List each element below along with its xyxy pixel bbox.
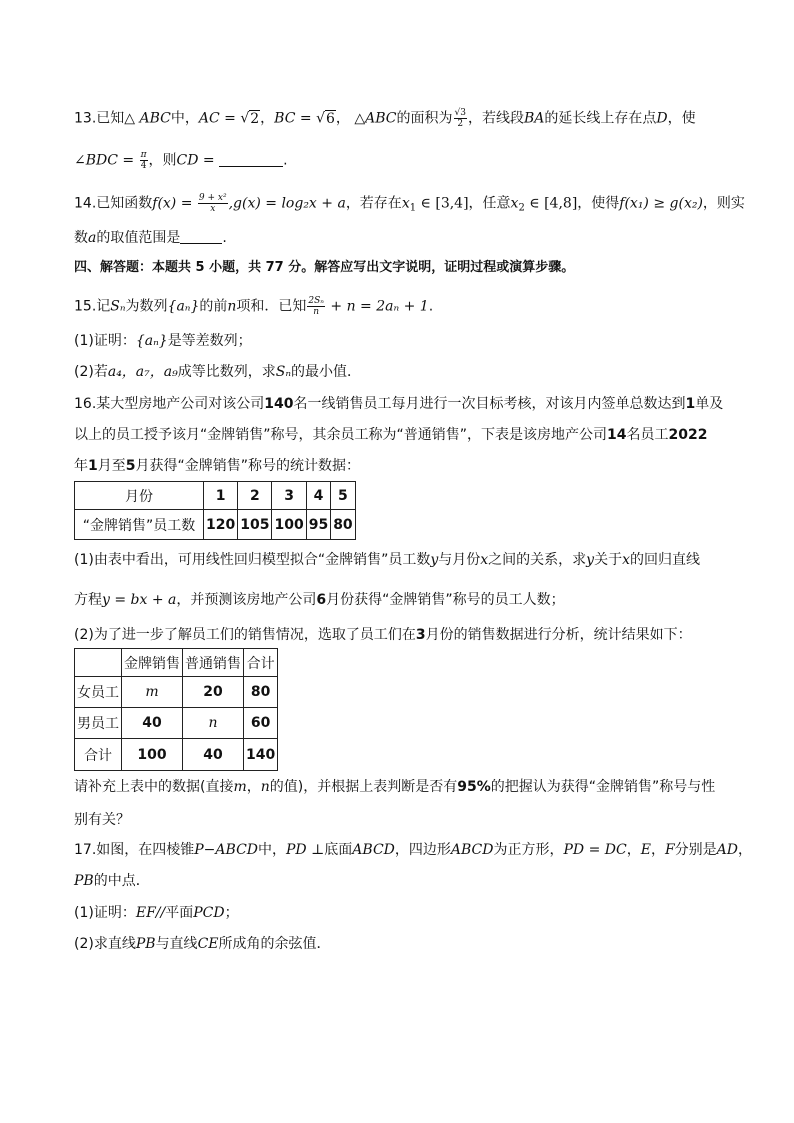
text: 关于 (594, 552, 623, 568)
math: f(x) = (152, 195, 197, 212)
q16-line2 (74, 425, 707, 445)
q16-task-line1 (74, 777, 715, 797)
table-cell: 140 (244, 739, 278, 771)
q16-line3 (74, 456, 360, 476)
text: 月份获得“金牌销售”称号的员工人数； (326, 592, 565, 608)
table-header-cell: 1 (204, 482, 238, 510)
math: a₄，a₇，a₉ (107, 364, 178, 380)
math: y (430, 552, 439, 568)
math: + n = 2aₙ + 1 (325, 298, 429, 315)
q16-part1-line1 (74, 550, 700, 570)
text: 16.某大型房地产公司对该公司 (74, 396, 265, 412)
math: ABC (365, 110, 397, 127)
text: 底面 (324, 842, 353, 858)
math: ABC (139, 110, 171, 127)
table-row-label: “金牌销售”员工数 (75, 510, 204, 540)
table-header-cell (75, 649, 122, 677)
fraction-numerator: π (140, 150, 147, 160)
sqrt-symbol: √ (316, 110, 325, 127)
text: 的延长线上存在点 (544, 110, 657, 127)
text: 15.记 (74, 298, 111, 315)
q16-task-line2: 别有关？ (74, 812, 130, 828)
math: E (640, 842, 651, 858)
text: ，使得 (577, 195, 620, 212)
math: a (88, 230, 97, 246)
text: ，则实 (702, 195, 745, 212)
table-row-label: 男员工 (75, 708, 122, 739)
math: {aₙ} (135, 333, 168, 349)
math: x (480, 552, 489, 568)
table-cell: n (183, 708, 244, 739)
math: PB (74, 873, 94, 889)
text: ，任意 (468, 195, 511, 212)
text: 单及 (695, 396, 724, 412)
q14-line2 (74, 228, 227, 248)
math: y (586, 552, 595, 568)
text: 的中点． (93, 873, 150, 889)
text: (2)若 (74, 364, 108, 380)
fraction-numerator: √3 (454, 108, 466, 118)
text: ，并预测该房地产公司 (176, 592, 317, 608)
table-cell: 95 (306, 510, 330, 540)
fraction-denominator: 2 (457, 119, 464, 129)
q13-line1 (74, 108, 696, 129)
text: 名员工 (626, 427, 669, 443)
text: 项和．已知 (236, 298, 307, 315)
table-header-cell: 月份 (75, 482, 204, 510)
number: 3 (415, 627, 426, 643)
fraction-denominator: x (210, 204, 216, 214)
text: 所成角的余弦值． (218, 936, 331, 952)
answer-blank[interactable] (180, 229, 222, 244)
math: F (664, 842, 675, 858)
triangle-symbol: △ (354, 110, 366, 127)
text: ，若存在 (345, 195, 402, 212)
text: ， (738, 842, 753, 858)
math: CD = (176, 152, 220, 169)
monthly-gold-sales-table (74, 481, 356, 540)
text: (1)证明： (74, 905, 136, 921)
table-cell: 120 (204, 510, 238, 540)
text: 为正方形， (493, 842, 564, 858)
math: BA (523, 110, 545, 127)
math: PD ⊥ (286, 842, 325, 858)
math: PB (135, 936, 156, 952)
text: ， (246, 779, 261, 795)
math: PD = DC (563, 842, 627, 858)
text: 为数列 (125, 298, 168, 315)
table-row (75, 739, 278, 771)
text: 14.已知函数 (74, 195, 153, 212)
section-heading: 四、解答题：本题共 5 小题，共 77 分。解答应写出文字说明，证明过程或演算步骤。 (74, 260, 575, 275)
q17-part1 (74, 903, 239, 923)
table-cell: 20 (183, 677, 244, 708)
text: ，若线段 (467, 110, 524, 127)
answer-blank[interactable] (219, 152, 283, 167)
text: . (222, 230, 227, 246)
text: 中， (170, 110, 199, 127)
fraction-numerator: 2Sₙ (308, 296, 324, 306)
number: 1 (88, 458, 98, 474)
q17-line1 (74, 840, 752, 860)
text: . (428, 298, 434, 315)
math: n (227, 298, 237, 315)
table-cell: 60 (244, 708, 278, 739)
text: 的面积为 (396, 110, 453, 127)
table-row-label: 合计 (75, 739, 122, 771)
fraction-denominator: 4 (140, 161, 147, 171)
math: AC = (198, 110, 241, 127)
table-row (75, 677, 278, 708)
number: 140 (264, 396, 294, 412)
text: 13.已知 (74, 110, 125, 127)
area-fraction (454, 108, 467, 129)
math: m (233, 779, 247, 795)
table-header-cell: 5 (331, 482, 355, 510)
text: 与月份 (438, 552, 481, 568)
sqrt-symbol: √ (240, 110, 250, 127)
q16-line1 (74, 394, 723, 414)
math: x (622, 552, 630, 568)
q15-line1 (74, 296, 433, 317)
math: ∈ [4,8] (524, 195, 578, 212)
text: ， (626, 842, 641, 858)
text: 平面 (165, 905, 194, 921)
text: (2)为了进一步了解员工们的销售情况，选取了员工们在 (74, 627, 416, 643)
math: x (510, 195, 519, 212)
math: ABCD (450, 842, 494, 858)
text: . (283, 152, 288, 169)
table-header-cell: 普通销售 (183, 649, 244, 677)
text: 请补充上表中的数据(直接 (74, 779, 234, 795)
q17-part2 (74, 934, 331, 954)
text: (1)证明： (74, 333, 136, 349)
q16-part2-line (74, 625, 692, 645)
text: ； (224, 905, 239, 921)
text: 的把握认为获得“金牌销售”称号与性 (490, 779, 716, 795)
table-cell: 100 (122, 739, 183, 771)
angle-fraction (140, 150, 148, 171)
math: PCD (193, 905, 225, 921)
table-row (75, 482, 356, 510)
math: ∠BDC = (74, 152, 139, 169)
math: ∈ [3,4] (416, 195, 469, 212)
number: 6 (316, 592, 327, 608)
math: Sₙ (110, 298, 126, 315)
table-header-cell: 金牌销售 (122, 649, 183, 677)
text: 方程 (74, 592, 102, 608)
math: f(x₁) ≥ g(x₂) (619, 195, 703, 212)
math: CE (197, 936, 219, 952)
text: 数 (74, 230, 88, 246)
table-cell: 100 (272, 510, 306, 540)
text: 成等比数列，求 (177, 364, 276, 380)
fraction-numerator: 9 + x² (198, 193, 227, 203)
text: 月获得“金牌销售”称号的统计数据： (135, 458, 361, 474)
table-cell: 40 (122, 708, 183, 739)
table-cell: 80 (331, 510, 355, 540)
text: 的最小值． (291, 364, 361, 380)
table-cell: 80 (244, 677, 278, 708)
text: 之间的关系，求 (488, 552, 587, 568)
text: ，则 (148, 152, 177, 169)
text: (2)求直线 (74, 936, 136, 952)
table-header-cell: 合计 (244, 649, 278, 677)
math: 2 (250, 110, 260, 127)
text: 的值)，并根据上表判断是否有 (269, 779, 458, 795)
gender-sales-table (74, 648, 278, 771)
math: {aₙ} (167, 298, 200, 315)
text: 名一线销售员工每月进行一次目标考核，对该月内签单总数达到 (293, 396, 686, 412)
table-row (75, 510, 356, 540)
text: 的取值范围是 (96, 230, 181, 246)
table-header-cell: 3 (272, 482, 306, 510)
math: P−ABCD (194, 842, 259, 858)
math: EF// (135, 905, 166, 921)
number: 14 (607, 427, 627, 443)
text: 的前 (199, 298, 228, 315)
number: 2022 (668, 427, 708, 443)
number: 5 (125, 458, 136, 474)
math: 6 (325, 110, 335, 127)
table-header-cell: 4 (306, 482, 330, 510)
function-fraction (198, 193, 228, 214)
triangle-symbol: △ (124, 110, 136, 127)
math: AD (716, 842, 739, 858)
q15-part1 (74, 331, 252, 351)
q17-line2 (74, 871, 150, 891)
regression-equation: y = bx + a (102, 592, 177, 608)
text: ， (335, 110, 350, 127)
sequence-fraction (307, 296, 325, 317)
text: 月份的销售数据进行分析，统计结果如下： (425, 627, 692, 643)
text: 以上的员工授予该月“金牌销售”称号，其余员工称为“普通销售”，下表是该房地产公司 (74, 427, 608, 443)
text: 年 (74, 458, 88, 474)
number: 1 (685, 396, 696, 412)
table-row (75, 708, 278, 739)
math: x (401, 195, 410, 212)
text: 与直线 (155, 936, 198, 952)
text: 分别是 (674, 842, 717, 858)
text: 中， (258, 842, 287, 858)
fraction-denominator: n (313, 307, 320, 317)
table-row (75, 649, 278, 677)
text: 17.如图，在四棱锥 (74, 842, 195, 858)
math: D (656, 110, 668, 127)
q16-part1-line2 (74, 590, 565, 610)
number: 95% (457, 779, 491, 795)
math: BC = (274, 110, 317, 127)
text: 月至 (97, 458, 126, 474)
table-row-label: 女员工 (75, 677, 122, 708)
table-cell: m (122, 677, 183, 708)
math: Sₙ (275, 364, 291, 380)
q15-part2 (74, 362, 361, 382)
text: 是等差数列； (167, 333, 252, 349)
subscript: 2 (518, 202, 525, 214)
table-cell: 105 (238, 510, 272, 540)
subscript: 1 (409, 202, 417, 214)
math: n (260, 779, 270, 795)
math: ,g(x) = log₂x + a (228, 195, 346, 212)
text: ， (260, 110, 275, 127)
text: ，四边形 (394, 842, 451, 858)
q14-line1 (74, 193, 745, 219)
text: (1)由表中看出，可用线性回归模型拟合“金牌销售”员工数 (74, 552, 431, 568)
text: ，使 (667, 110, 696, 127)
table-cell: 40 (183, 739, 244, 771)
q13-line2 (74, 150, 288, 171)
text: 的回归直线 (630, 552, 700, 568)
text: ， (650, 842, 665, 858)
math: ABCD (352, 842, 395, 858)
table-header-cell: 2 (238, 482, 272, 510)
